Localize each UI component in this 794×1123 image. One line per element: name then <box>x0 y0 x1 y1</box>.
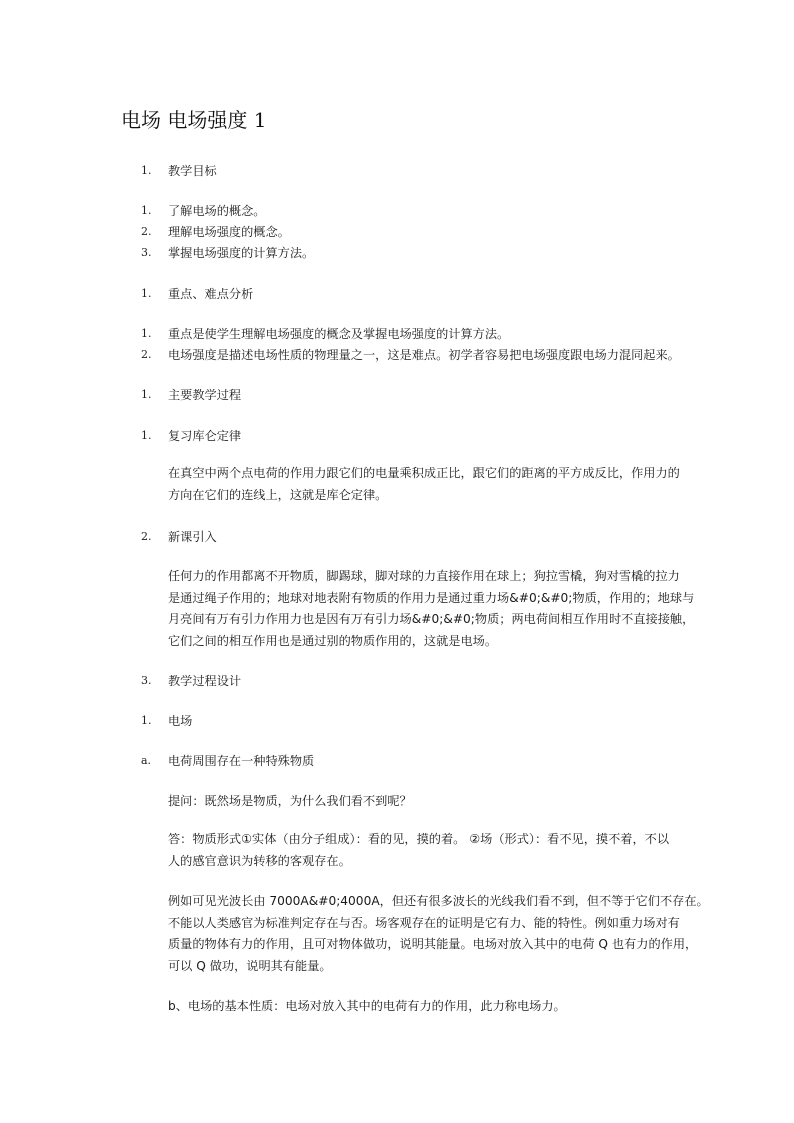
paragraph-line: 答：物质形式①实体（由分子组成）：看的见，摸的着。 ②场（形式）：看不见，摸不着，不以 <box>168 832 670 846</box>
paragraph-line: 质量的物体有力的作用，且可对物体做功，说明其能量。电场对放入其中的电荷 Q 也有力的作用， <box>168 937 698 951</box>
list-item-number: 1. <box>141 327 152 340</box>
answer-paragraph <box>168 829 678 872</box>
paragraph-line: 月亮间有万有引力作用力也是因有万有引力场&#0;&#0;物质；两电荷间相互作用时不直接接触， <box>168 612 695 626</box>
paragraph-line: 方向在它们的连线上，这就是库仑定律。 <box>168 487 388 502</box>
paragraph-line: 例如可见光波长由 7000A&#0;4000A，但还有很多波长的光线我们看不到，但不等于它们不存在。 <box>168 894 709 908</box>
list-item: 了解电场的概念。 <box>168 204 266 218</box>
subsection-heading-intro: 新课引入 <box>168 530 217 544</box>
question-line: 提问：既然场是物质，为什么我们看不到呢？ <box>168 794 412 808</box>
subsection-letter: a. <box>141 754 152 767</box>
list-item: 重点是使学生理解电场强度的概念及掌握电场强度的计算方法。 <box>168 327 510 341</box>
page-title: 电场 电场强度 1 <box>121 108 267 132</box>
list-item-number: 2. <box>141 225 152 238</box>
paragraph-line: 任何力的作用都离不开物质，脚踢球，脚对球的力直接作用在球上；狗拉雪橇，狗对雪橇的拉力 <box>168 569 680 583</box>
list-item-number: 2. <box>141 348 152 361</box>
section-heading-key-points: 重点、难点分析 <box>168 287 254 301</box>
paragraph-line: 在真空中两个点电荷的作用力跟它们的电量乘积成正比，跟它们的距离的平方成反比，作用力的 <box>168 466 680 480</box>
subsection-number: 1. <box>141 714 152 727</box>
subsection-heading-design: 教学过程设计 <box>168 674 242 688</box>
review-paragraph <box>168 463 678 506</box>
section-number: 1. <box>141 164 152 177</box>
paragraph-line: 可以 Q 做功，说明其有能量。 <box>168 958 332 973</box>
section-number: 1. <box>141 388 152 401</box>
list-item: 理解电场强度的概念。 <box>168 225 290 239</box>
paragraph-line: 人的感官意识为转移的客观存在。 <box>168 853 351 868</box>
subsection-line-b: b、电场的基本性质：电场对放入其中的电荷有力的作用，此力称电场力。 <box>168 999 566 1013</box>
section-heading-goals: 教学目标 <box>168 164 217 178</box>
subsection-number: 2. <box>141 530 152 543</box>
paragraph-line: 不能以人类感官为标准判定存在与否。场客观存在的证明是它有力、能的特性。例如重力场对有 <box>168 915 680 930</box>
list-item-number: 3. <box>141 246 152 259</box>
paragraph-line: 它们之间的相互作用也是通过别的物质作用的，这就是电场。 <box>168 633 498 648</box>
subsection-number: 3. <box>141 674 152 687</box>
section-heading-process: 主要教学过程 <box>168 388 242 402</box>
subsection-number: 1. <box>141 429 152 442</box>
list-item: 掌握电场强度的计算方法。 <box>168 246 315 260</box>
example-paragraph <box>168 891 709 977</box>
intro-paragraph <box>168 566 695 652</box>
section-number: 1. <box>141 287 152 300</box>
subsection-heading-field: 电场 <box>168 714 193 728</box>
subsection-heading-a: 电荷周围存在一种特殊物质 <box>168 754 315 768</box>
subsection-heading-review: 复习库仑定律 <box>168 429 242 443</box>
paragraph-line: 是通过绳子作用的；地球对地表附有物质的作用力是通过重力场&#0;&#0;物质，作用的；地球与 <box>168 590 695 605</box>
list-item-number: 1. <box>141 204 152 217</box>
list-item: 电场强度是描述电场性质的物理量之一，这是难点。初学者容易把电场强度跟电场力混同起来。 <box>168 348 680 362</box>
